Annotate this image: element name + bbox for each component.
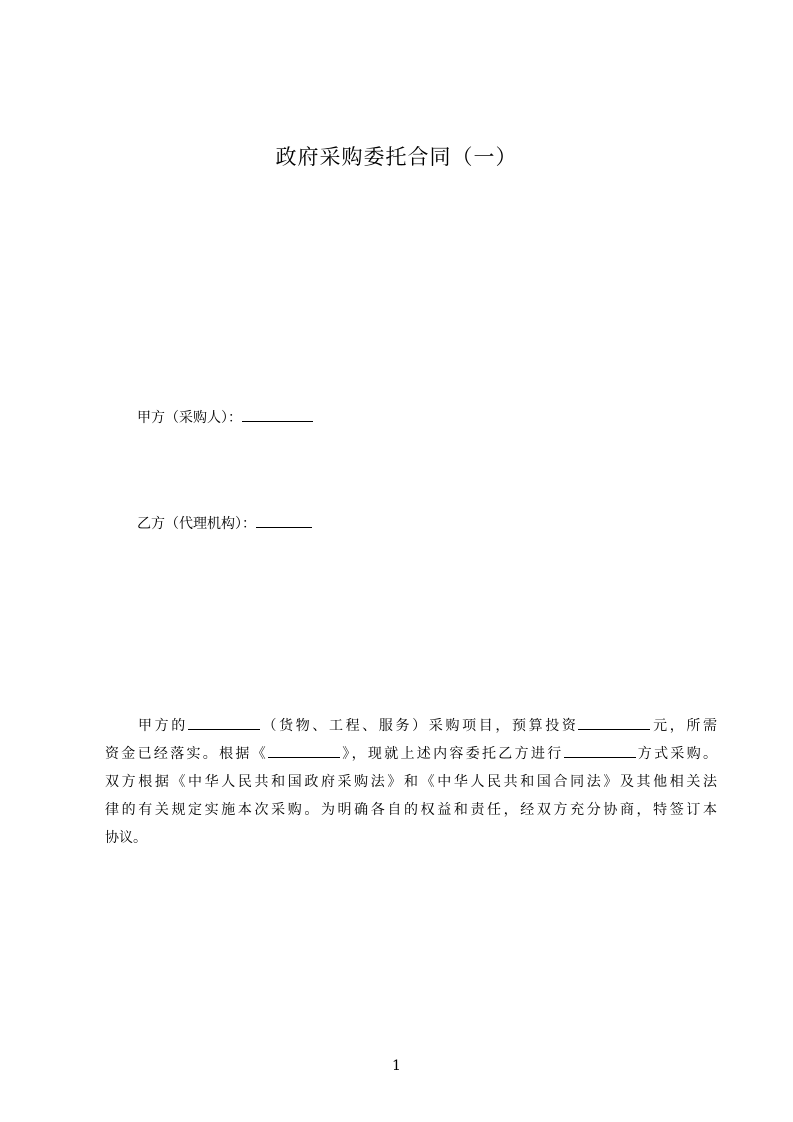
body-text-segment: 资金已经落实。根据《	[105, 746, 268, 762]
body-line-3: 双方根据《中华人民共和国政府采购法》和《中华人民共和国合同法》及其他相关法	[105, 774, 717, 790]
party-a-label: 甲方（采购人）：	[137, 410, 242, 426]
approval-document-blank	[268, 743, 340, 758]
body-text-segment: （货物、工程、服务）采购项目，预算投资	[259, 718, 579, 734]
body-text-segment: 甲方的	[138, 718, 188, 734]
page-number: 1	[392, 1058, 401, 1074]
party-a-blank	[242, 407, 313, 422]
procurement-method-blank	[564, 743, 636, 758]
body-line-2	[105, 740, 717, 768]
body-text-segment: 》，现就上述内容委托乙方进行	[340, 746, 564, 762]
party-b-line	[137, 513, 312, 534]
document-title: 政府采购委托合同（一）	[275, 145, 518, 169]
body-line-5: 协议。	[105, 830, 147, 846]
budget-amount-blank	[578, 715, 650, 730]
body-line-1	[105, 712, 717, 740]
body-text-segment: 方式采购。	[635, 746, 717, 762]
contract-body-paragraph	[105, 712, 717, 852]
party-a-line	[137, 407, 313, 428]
body-text-segment: 元，所需	[650, 718, 718, 734]
party-b-blank	[256, 513, 312, 528]
party-b-label: 乙方（代理机构）：	[137, 516, 256, 532]
body-line-4: 律的有关规定实施本次采购。为明确各自的权益和责任，经双方充分协商，特签订本	[105, 802, 717, 818]
project-name-blank	[188, 715, 260, 730]
